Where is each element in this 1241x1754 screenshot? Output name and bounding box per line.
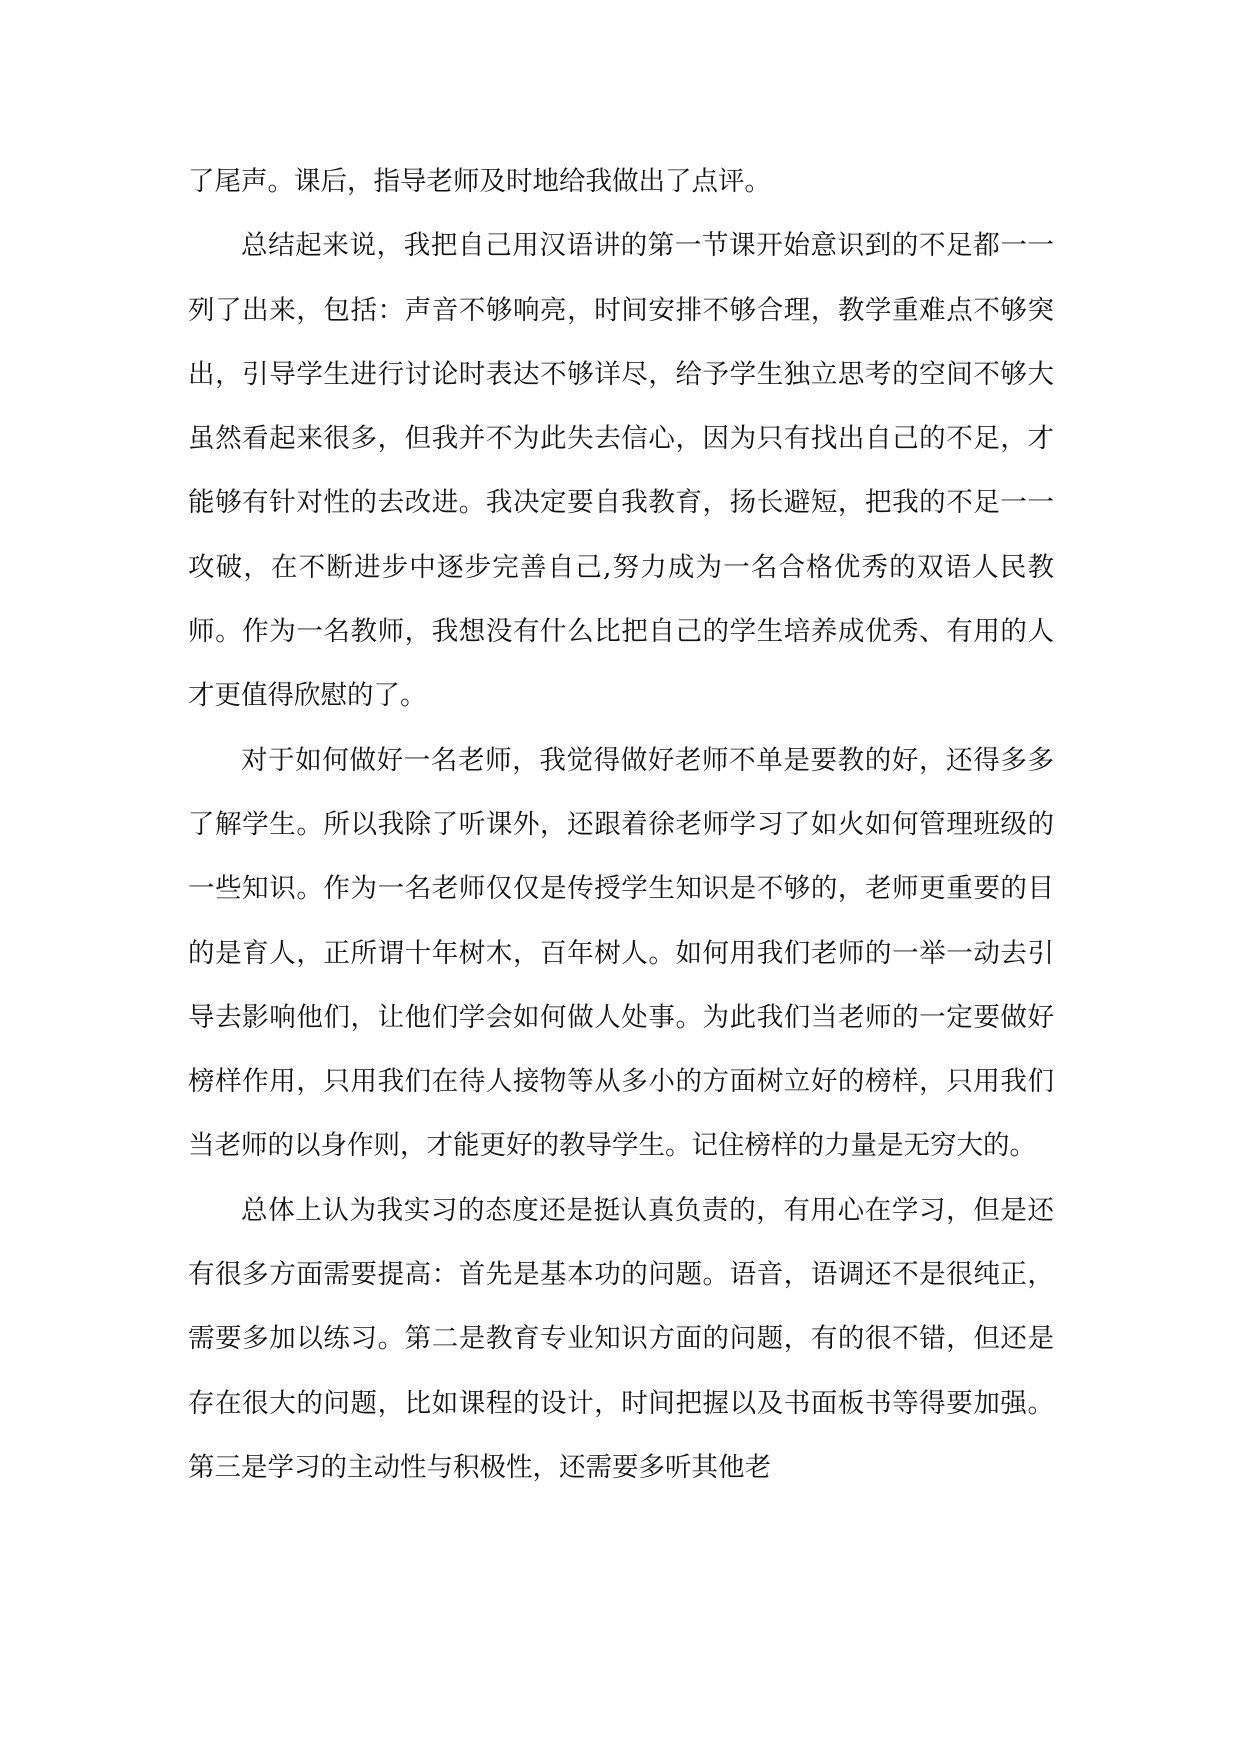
- paragraph-4: 总体上认为我实习的态度还是挺认真负责的，有用心在学习，但是还有很多方面需要提高：首先是基本功的问题。语音，语调还不是很纯正，需要多加以练习。第二是教育专业知识方面的问题，有的很不错，但还是存在很大的问题，比如课程的设计，时间把握以及书面板书等得要加强。第三是学习的主动性与积极性，还需要多听其他老: [188, 1194, 1054, 1483]
- paragraph-3: 对于如何做好一名老师，我觉得做好老师不单是要教的好，还得多多了解学生。所以我除了听课外，还跟着徐老师学习了如火如何管理班级的一些知识。作为一名老师仅仅是传授学生知识是不够的，老师更重要的目的是育人，正所谓十年树木，百年树人。如何用我们老师的一举一动去引导去影响他们，让他们学会如何做人处事。为此我们当老师的一定要做好榜样作用，只用我们在待人接物等从多小的方面树立好的榜样，只用我们当老师的以身作则，才能更好的教导学生。记住榜样的力量是无穷大的。: [188, 744, 1054, 1162]
- paragraph-2: 总结起来说，我把自己用汉语讲的第一节课开始意识到的不足都一一列了出来，包括：声音不够响亮，时间安排不够合理，教学重难点不够突出，引导学生进行讨论时表达不够详尽，给予学生独立思考的空间不够大虽然看起来很多，但我并不为此失去信心，因为只有找出自己的不足，才能够有针对性的去改进。我决定要自我教育，扬长避短，把我的不足一一攻破，在不断进步中逐步完善自己,努力成为一名合格优秀的双语人民教师。作为一名教师，我想没有什么比把自己的学生培养成优秀、有用的人才更值得欣慰的了。: [188, 230, 1054, 712]
- document-body: [188, 150, 1054, 1500]
- paragraph-1: 了尾声。课后，指导老师及时地给我做出了点评。: [188, 166, 771, 197]
